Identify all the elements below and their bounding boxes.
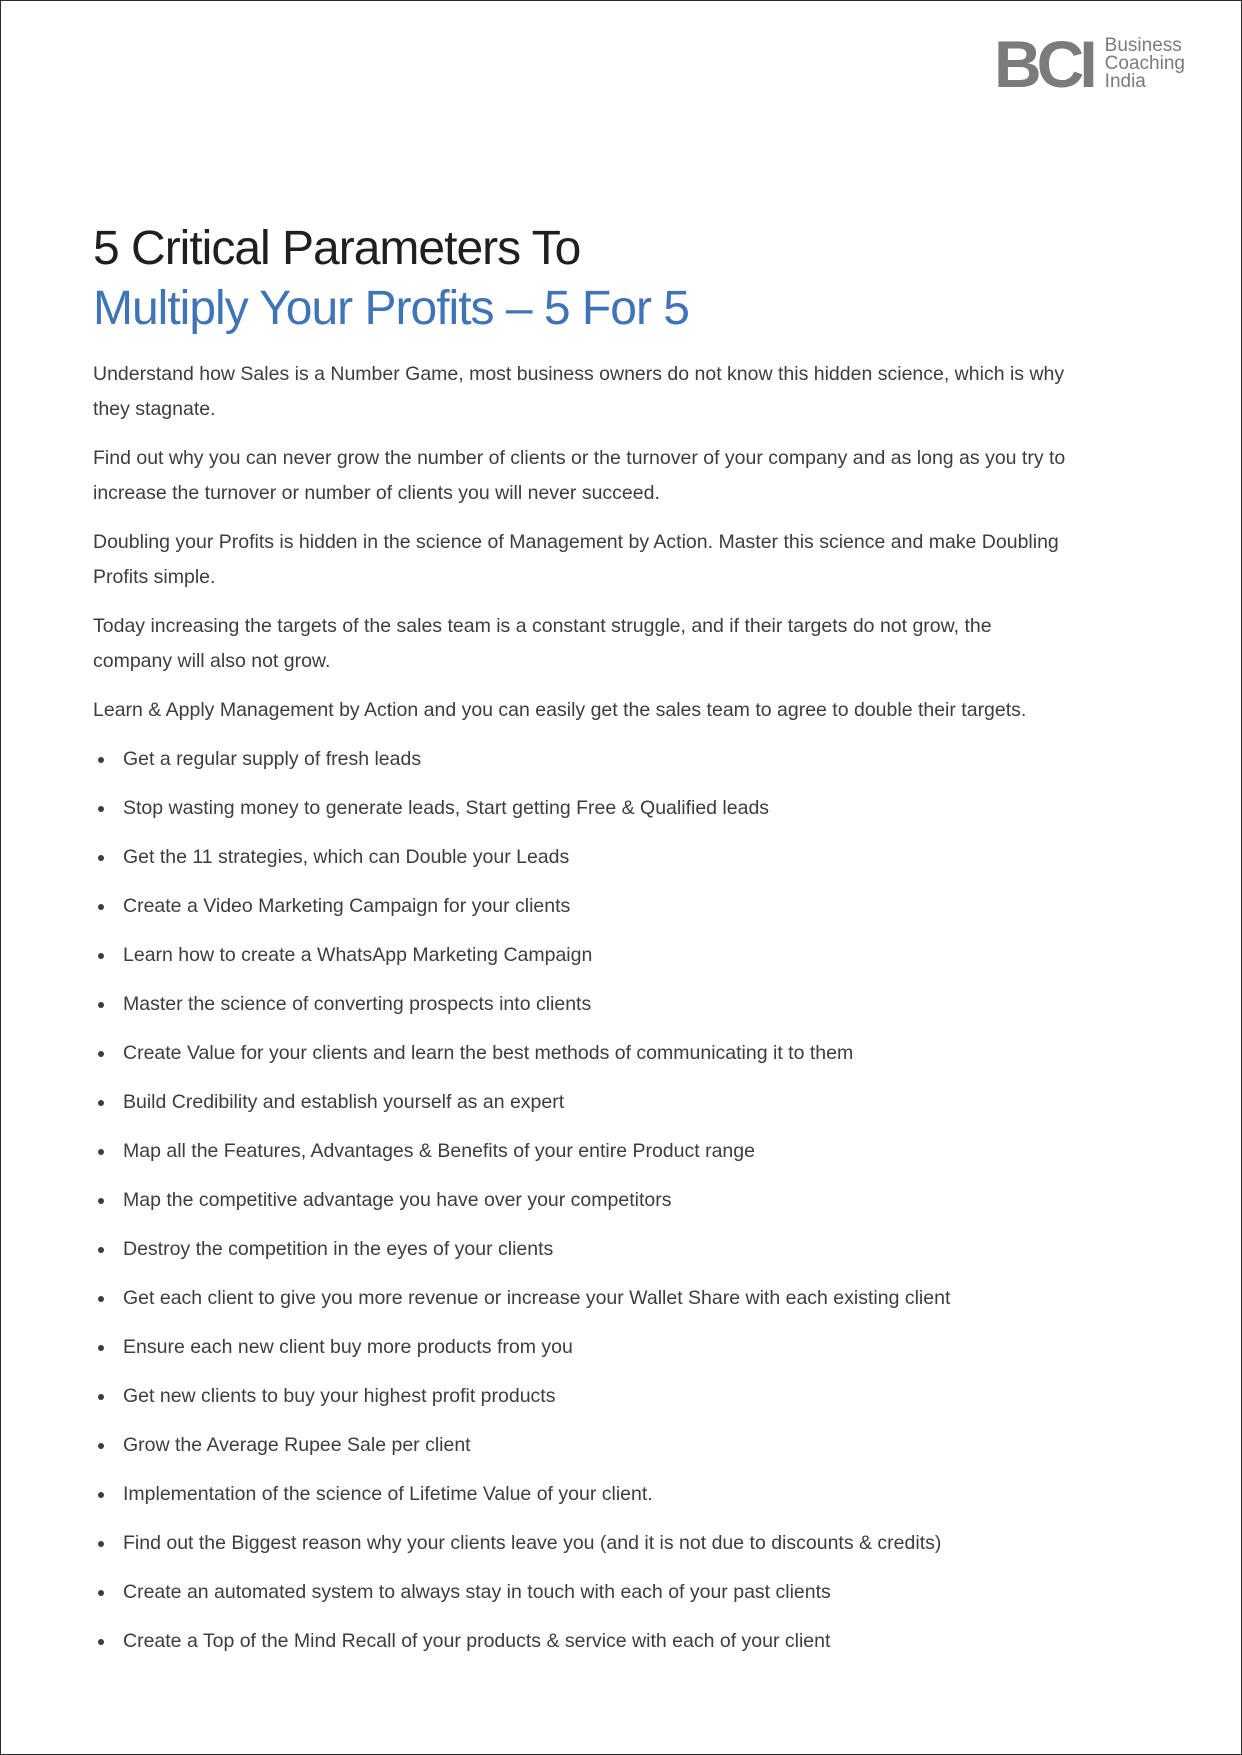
list-item: Implementation of the science of Lifetime Value of your client. (93, 1477, 1073, 1526)
page-title (93, 219, 689, 339)
paragraph: Doubling your Profits is hidden in the science of Management by Action. Master this science and make Doubling Profits simple. (93, 531, 1059, 588)
list-item: Build Credibility and establish yourself as an expert (93, 1085, 1073, 1134)
list-item: Create Value for your clients and learn the best methods of communicating it to them (93, 1036, 1073, 1085)
list-item: Map the competitive advantage you have over your competitors (93, 1183, 1073, 1232)
list-item: Learn how to create a WhatsApp Marketing Campaign (93, 938, 1073, 987)
logo-word: Business (1104, 35, 1182, 56)
logo-word: India (1104, 71, 1146, 92)
title-line-2: Multiply Your Profits – 5 For 5 (93, 282, 689, 335)
list-item: Grow the Average Rupee Sale per client (93, 1428, 1073, 1477)
bci-logo (994, 27, 1185, 101)
list-item: Get new clients to buy your highest profit products (93, 1379, 1073, 1428)
logo-wordmark (1105, 37, 1185, 91)
list-item: Get each client to give you more revenue or increase your Wallet Share with each existing client (93, 1281, 1073, 1330)
title-line-1: 5 Critical Parameters To (93, 222, 581, 275)
list-item: Master the science of converting prospects into clients (93, 987, 1073, 1036)
list-item: Create a Top of the Mind Recall of your products & service with each of your client (93, 1624, 1073, 1673)
paragraph: Understand how Sales is a Number Game, most business owners do not know this hidden science, which is why they stagnate. (93, 363, 1065, 420)
benefits-list (93, 742, 1073, 1673)
body-content (93, 357, 1073, 1673)
list-item: Stop wasting money to generate leads, Start getting Free & Qualified leads (93, 791, 1073, 840)
list-item: Ensure each new client buy more products from you (93, 1330, 1073, 1379)
paragraph: Today increasing the targets of the sales team is a constant struggle, and if their targets do not grow, the company will also not grow. (93, 615, 992, 672)
list-item: Find out the Biggest reason why your clients leave you (and it is not due to discounts & credits) (93, 1526, 1073, 1575)
list-item: Get a regular supply of fresh leads (93, 742, 1073, 791)
logo-word: Coaching (1104, 53, 1185, 74)
list-item: Map all the Features, Advantages & Benefits of your entire Product range (93, 1134, 1073, 1183)
logo-mark: BCI (994, 27, 1093, 101)
list-item: Create an automated system to always stay in touch with each of your past clients (93, 1575, 1073, 1624)
paragraph: Find out why you can never grow the number of clients or the turnover of your company and as long as you try to increase the turnover or number of clients you will never succeed. (93, 447, 1066, 504)
list-item: Destroy the competition in the eyes of your clients (93, 1232, 1073, 1281)
list-item: Get the 11 strategies, which can Double your Leads (93, 840, 1073, 889)
list-item: Create a Video Marketing Campaign for your clients (93, 889, 1073, 938)
paragraph: Learn & Apply Management by Action and you can easily get the sales team to agree to double their targets. (93, 699, 1027, 721)
